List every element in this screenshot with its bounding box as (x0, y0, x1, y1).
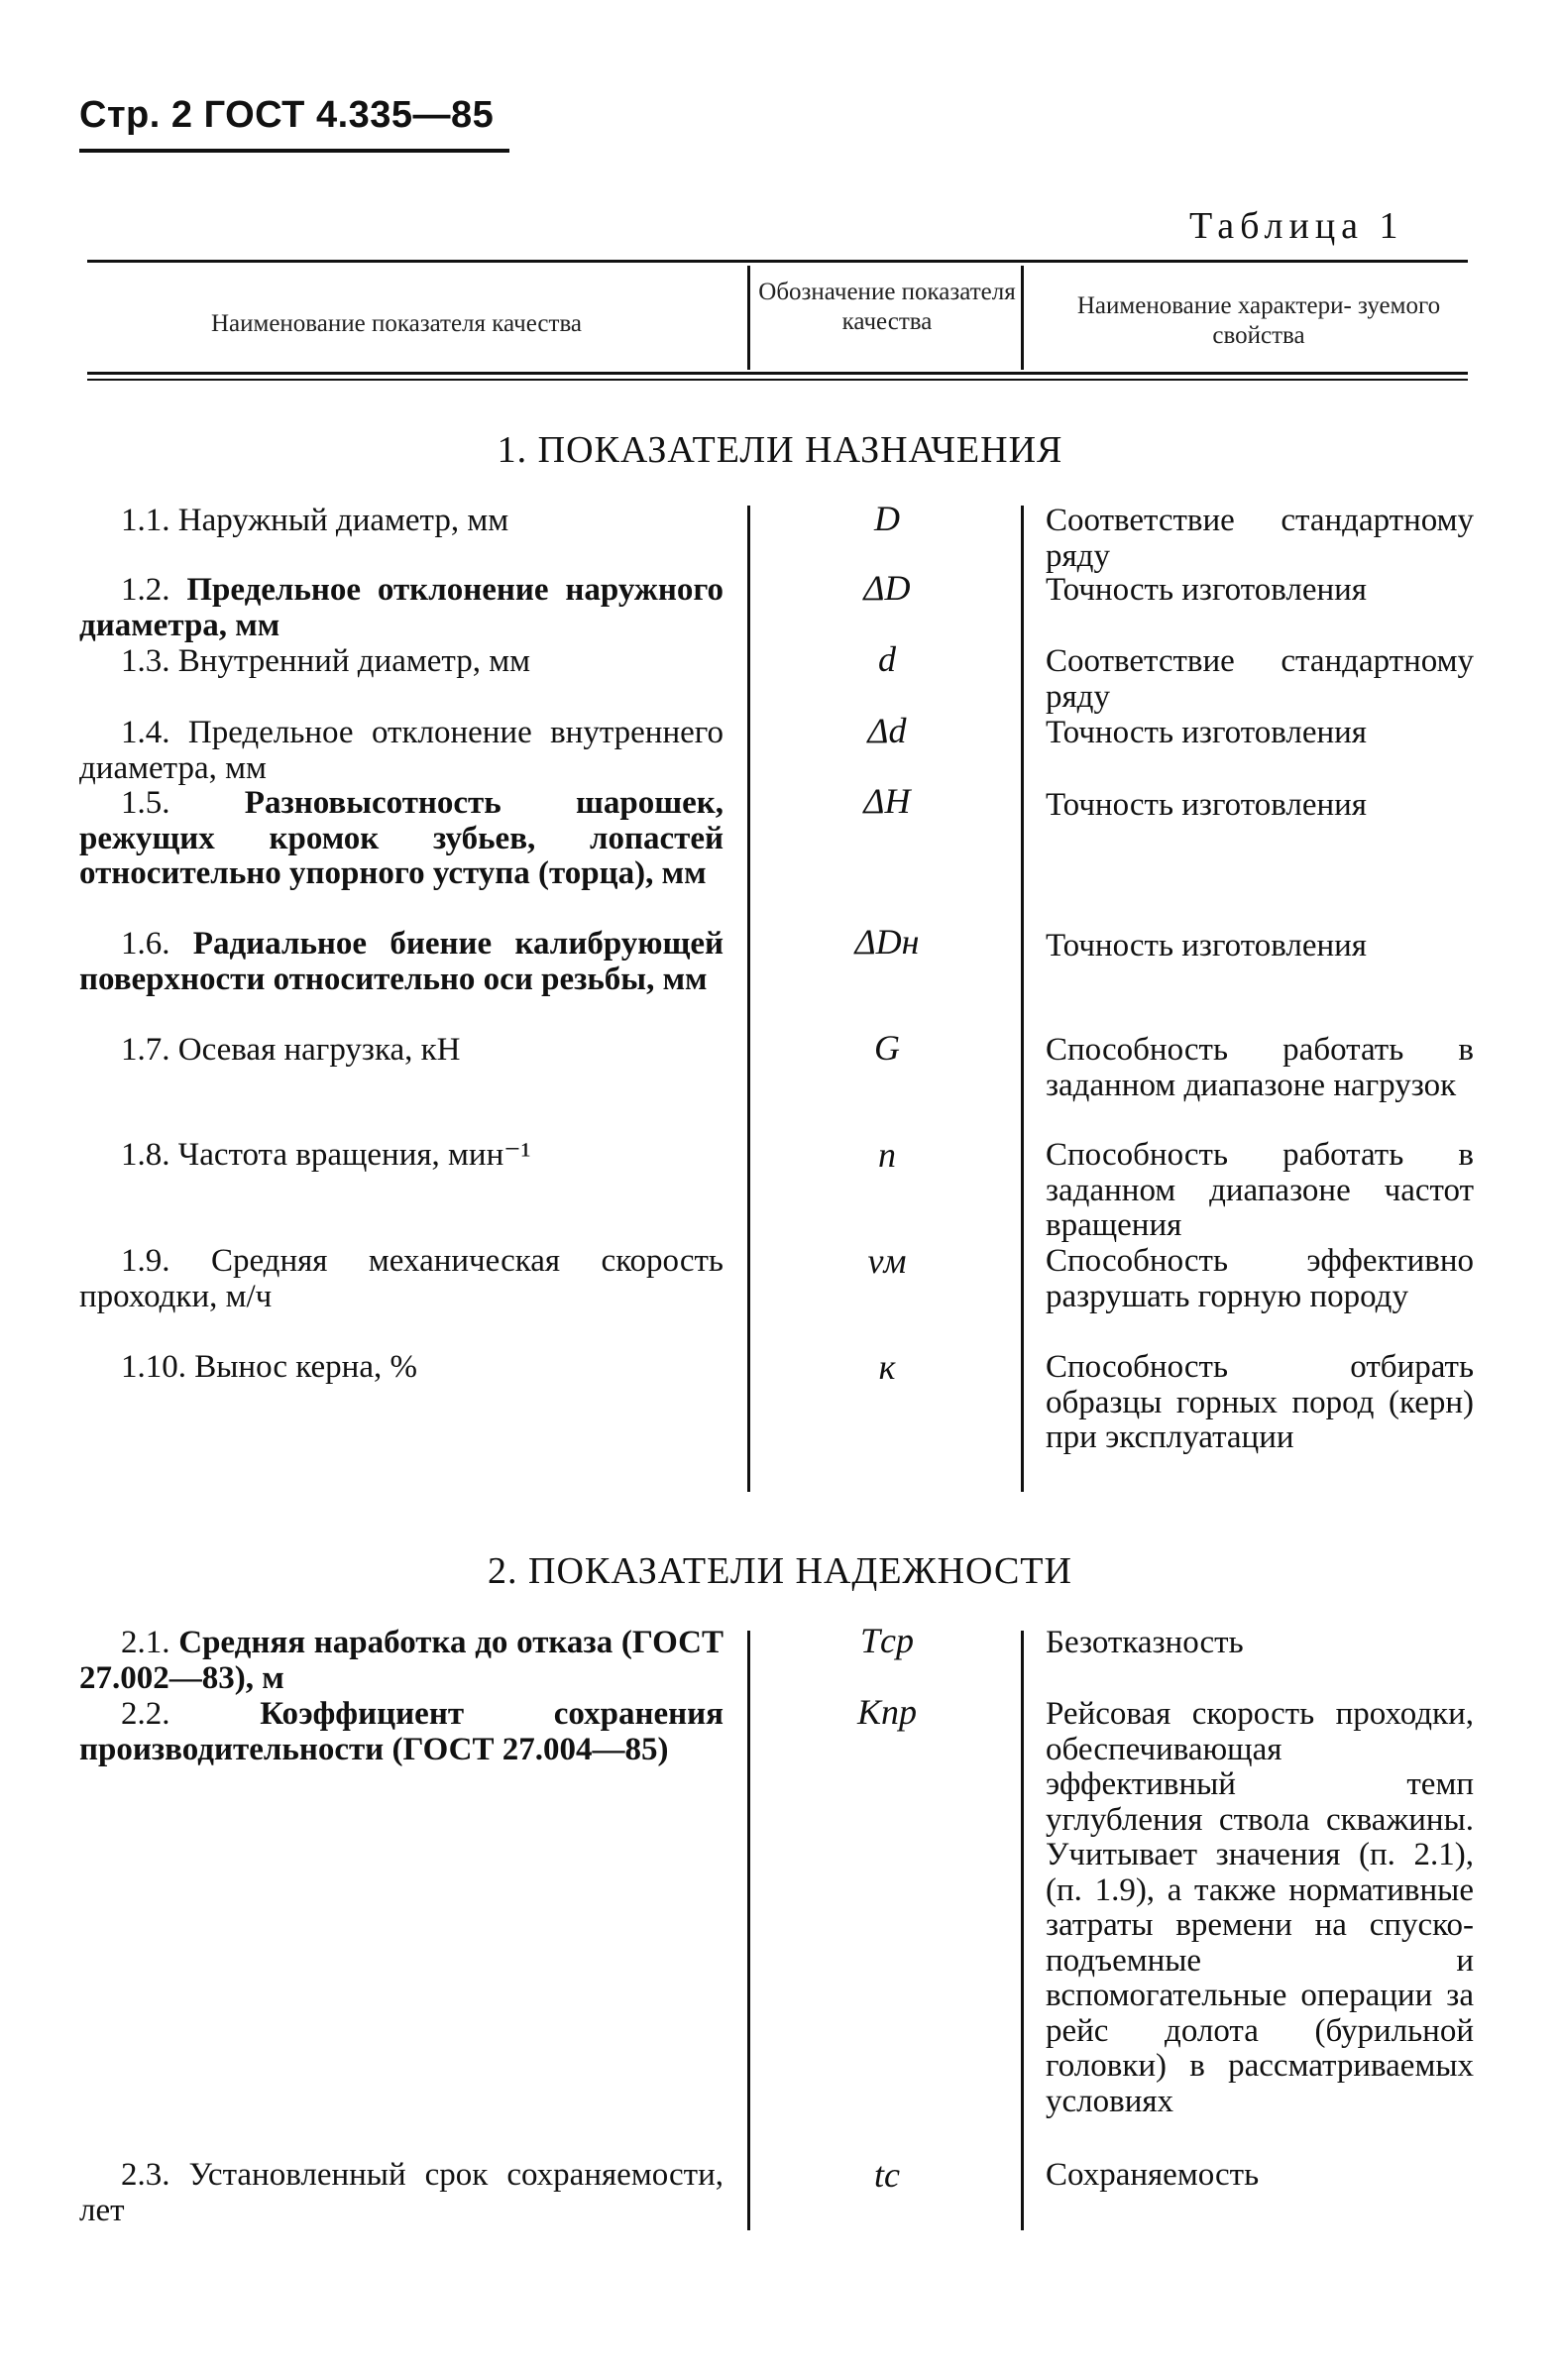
page-number: Стр. 2 (79, 94, 193, 136)
table-row-name: 1.2. Предельное отклонение наружного диаметра, мм (79, 572, 724, 643)
table-row-property: Соответствие стандартному ряду (1046, 643, 1474, 715)
table-row-property: Сохраняемость (1046, 2157, 1260, 2193)
table-row-symbol: Tср (860, 1621, 914, 1660)
table-row-name: 1.7. Осевая нагрузка, кН (121, 1032, 461, 1068)
header-underline (79, 149, 509, 153)
table-row-symbol: n (878, 1135, 896, 1175)
table-row-symbol: ΔDн (854, 922, 920, 962)
table-row-name: 2.2. Коэффициент сохранения производительности (ГОСТ 27.004—85) (79, 1696, 724, 1767)
table-row-property: Способность работать в заданном диапазоне частот вращения (1046, 1137, 1474, 1243)
table-row-property: Точность изготовления (1046, 787, 1367, 823)
column-divider (747, 506, 750, 1492)
table-header-rule-2 (87, 379, 1468, 381)
table-row-property: Рейсовая скорость проходки, обеспечивающая эффективный темп углубления ствола скважины. Учитывает значения (п. 2.1), (п. 1.9), а также нормативные затраты времени на спуско-подъемные и вспомогательные операции за рейс долота (бурильной головки) в рассматриваемых условиях (1046, 1696, 1474, 2119)
table-row-name: 1.4. Предельное отклонение внутреннего диаметра, мм (79, 715, 724, 786)
table-row-property: Способность эффективно разрушать горную породу (1046, 1243, 1474, 1314)
table-header-rule-1 (87, 372, 1468, 375)
column-divider (747, 1631, 750, 2230)
table-row-name: 2.1. Средняя наработка до отказа (ГОСТ 27.002—83), м (79, 1625, 724, 1696)
table-row-symbol: G (874, 1028, 900, 1068)
table-row-symbol: ΔH (863, 781, 911, 821)
table-row-symbol: d (878, 639, 896, 679)
table-row-symbol: ΔD (863, 568, 911, 608)
table-row-property: Соответствие стандартному ряду (1046, 503, 1474, 574)
table-row-symbol: vм (867, 1241, 907, 1281)
table-row-name: 2.3. Установленный срок сохраняемости, лет (79, 2157, 724, 2228)
table-row-symbol: Δd (867, 711, 907, 750)
table-row-name: 1.3. Внутренний диаметр, мм (121, 643, 530, 679)
section-title: 1. ПОКАЗАТЕЛИ НАЗНАЧЕНИЯ (497, 429, 1063, 471)
standard-number: ГОСТ 4.335—85 (203, 94, 495, 136)
table-row-name: 1.8. Частота вращения, мин⁻¹ (121, 1137, 531, 1173)
table-row-property: Точность изготовления (1046, 715, 1367, 750)
section-title: 2. ПОКАЗАТЕЛИ НАДЕЖНОСТИ (488, 1550, 1072, 1592)
table-row-property: Способность отбирать образцы горных пород (керн) при эксплуатации (1046, 1349, 1474, 1455)
column-divider (1021, 266, 1024, 370)
table-row-property: Безотказность (1046, 1625, 1244, 1660)
table-row-symbol: tс (874, 2155, 900, 2195)
table-row-name: 1.1. Наружный диаметр, мм (121, 503, 509, 538)
table-row-property: Точность изготовления (1046, 572, 1367, 608)
table-row-symbol: D (874, 499, 900, 538)
table-row-name: 1.5. Разновысотность шарошек, режущих кромок зубьев, лопастей относительно упорного уступа (торца), мм (79, 785, 724, 891)
column-header-name: Наименование показателя качества (210, 310, 583, 337)
table-row-name: 1.9. Средняя механическая скорость проходки, м/ч (79, 1243, 724, 1314)
table-row-name: 1.6. Радиальное биение калибрующей поверхности относительно оси резьбы, мм (79, 926, 724, 997)
column-divider (1021, 1631, 1024, 2230)
table-row-symbol: Kпр (856, 1692, 917, 1732)
column-header-property: Наименование характери- зуемого свойства (1076, 292, 1441, 349)
column-divider (747, 266, 750, 370)
table-row-name: 1.10. Вынос керна, % (121, 1349, 417, 1385)
page-header (79, 94, 494, 137)
table-row-property: Способность работать в заданном диапазоне нагрузок (1046, 1032, 1474, 1103)
table-top-rule (87, 260, 1468, 263)
column-divider (1021, 506, 1024, 1492)
table-row-symbol: к (878, 1347, 896, 1387)
column-header-symbol: Обозначение показателя качества (758, 279, 1016, 335)
table-caption: Таблица 1 (1189, 205, 1404, 247)
table-row-property: Точность изготовления (1046, 928, 1367, 963)
